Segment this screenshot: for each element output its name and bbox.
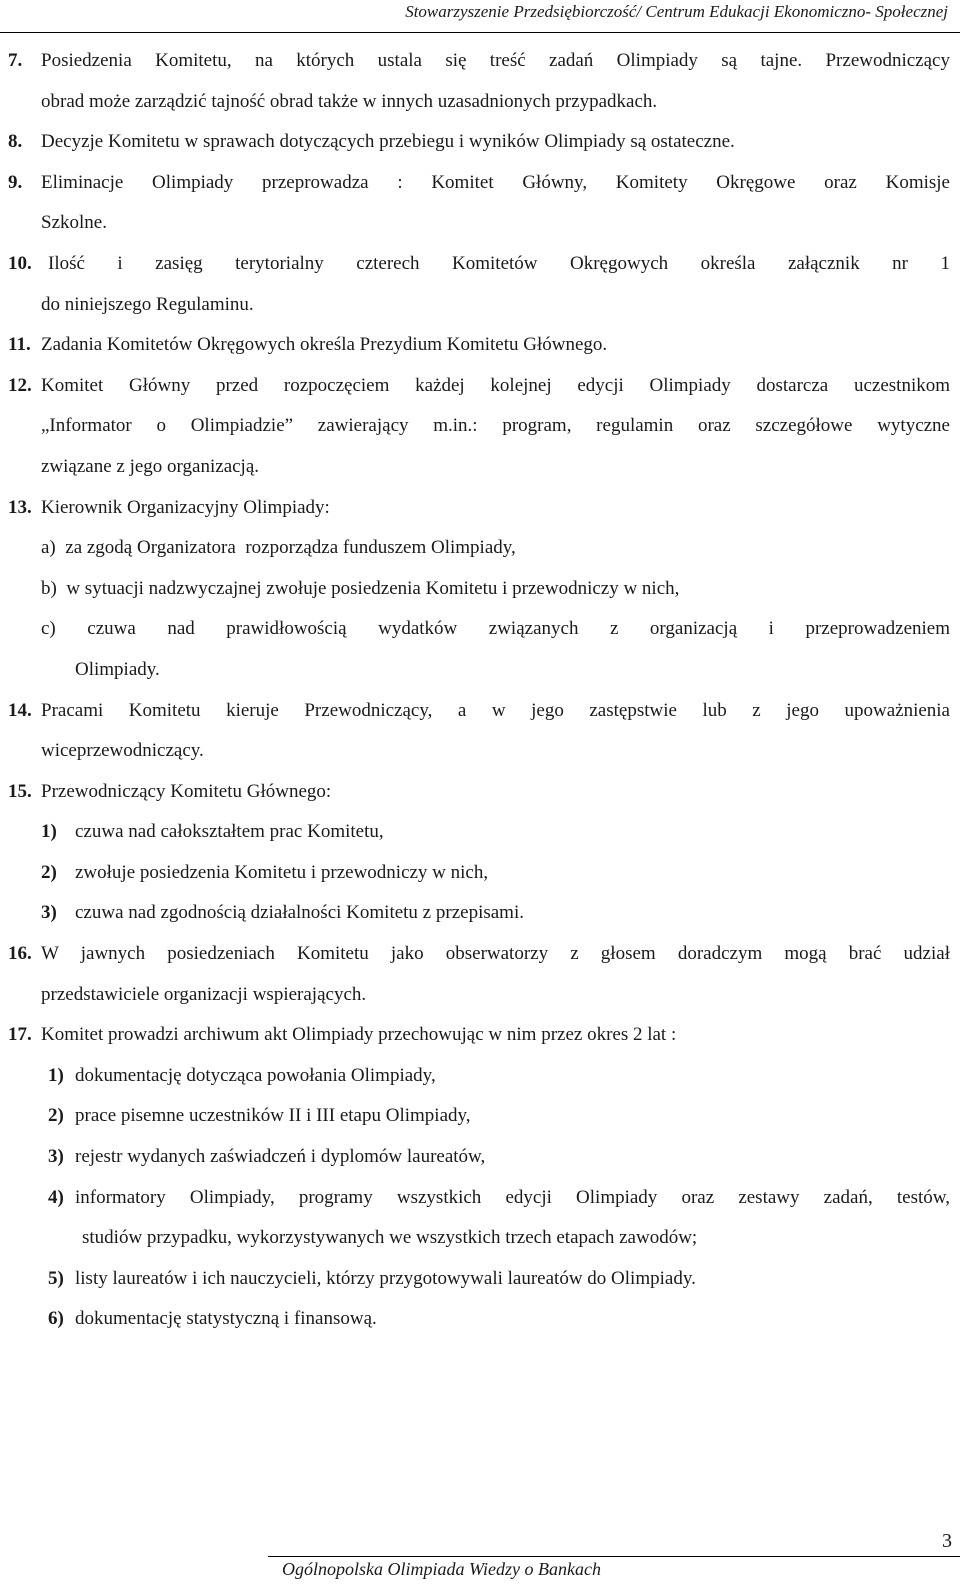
line-text: listy laureatów i ich nauczycieli, którzy przygotowywali laureatów do Olimpiady. xyxy=(75,1267,696,1289)
text-line xyxy=(0,44,960,85)
text-line xyxy=(0,288,960,329)
text-line xyxy=(0,1018,960,1059)
text-line xyxy=(0,166,960,207)
line-text: czuwa nad zgodnością działalności Komitetu z przepisami. xyxy=(75,902,524,924)
line-text: Olimpiady. xyxy=(75,658,160,680)
line-text: Eliminacje Olimpiady przeprowadza : Komitet Główny, Komitety Okręgowe oraz Komisje xyxy=(41,171,950,193)
item-number: 5) xyxy=(48,1267,64,1289)
item-number: 2) xyxy=(48,1105,64,1127)
line-text: rejestr wydanych zaświadczeń i dyplomów laureatów, xyxy=(75,1146,486,1168)
item-number: 3) xyxy=(48,1146,64,1168)
line-text: Szkolne. xyxy=(41,212,107,234)
item-number: 14. xyxy=(8,699,32,721)
line-text: prace pisemne uczestników II i III etapu Olimpiady, xyxy=(75,1105,471,1127)
line-text: Komitet Główny przed rozpoczęciem każdej kolejnej edycji Olimpiady dostarcza uczestnikom xyxy=(41,374,950,396)
item-number: 8. xyxy=(8,131,23,153)
item-number: 10. xyxy=(8,252,32,274)
item-number: 4) xyxy=(48,1186,64,1208)
header-text: Stowarzyszenie Przedsiębiorczość/ Centrum Edukacji Ekonomiczno- Społecznej xyxy=(405,2,948,21)
item-number: 2) xyxy=(41,861,57,883)
line-text: Kierownik Organizacyjny Olimpiady: xyxy=(41,496,330,518)
page-number: 3 xyxy=(942,1530,952,1552)
item-number: 1) xyxy=(41,821,57,843)
text-line xyxy=(0,734,960,775)
text-line xyxy=(0,937,960,978)
line-text: przedstawiciele organizacji wspierających. xyxy=(41,983,367,1005)
line-text: Zadania Komitetów Okręgowych określa Prezydium Komitetu Głównego. xyxy=(41,334,608,356)
text-line xyxy=(0,1302,960,1343)
text-line xyxy=(0,409,960,450)
text-line xyxy=(0,328,960,369)
line-text: Ilość i zasięg terytorialny czterech Komitetów Okręgowych określa załącznik nr 1 xyxy=(48,252,950,274)
line-text: dokumentację dotycząca powołania Olimpiady, xyxy=(75,1064,436,1086)
page-header xyxy=(0,0,960,33)
line-text: informatory Olimpiady, programy wszystkich edycji Olimpiady oraz zestawy zadań, testów, xyxy=(75,1186,950,1208)
line-text: do niniejszego Regulaminu. xyxy=(41,293,254,315)
text-line xyxy=(0,1140,960,1181)
item-number: 12. xyxy=(8,374,32,396)
item-number: 13. xyxy=(8,496,32,518)
text-line xyxy=(0,1099,960,1140)
item-number: 11. xyxy=(8,334,31,356)
text-line xyxy=(0,247,960,288)
text-line xyxy=(0,206,960,247)
text-line xyxy=(0,1262,960,1303)
line-text: Decyzje Komitetu w sprawach dotyczących przebiegu i wyników Olimpiady są ostateczne. xyxy=(41,131,735,153)
line-text: czuwa nad całokształtem prac Komitetu, xyxy=(75,821,384,843)
line-text: a) za zgodą Organizatora rozporządza funduszem Olimpiady, xyxy=(41,537,516,559)
line-text: c) czuwa nad prawidłowością wydatków związanych z organizacją i przeprowadzeniem xyxy=(41,618,950,640)
line-text: Posiedzenia Komitetu, na których ustala się treść zadań Olimpiady są tajne. Przewodniczący xyxy=(41,50,950,71)
line-text: związane z jego organizacją. xyxy=(41,455,260,477)
text-line xyxy=(0,531,960,572)
line-text: Pracami Komitetu kieruje Przewodniczący, a w jego zastępstwie lub z jego upoważnienia xyxy=(41,699,950,721)
text-line xyxy=(0,572,960,613)
text-line xyxy=(0,85,960,126)
text-line xyxy=(0,896,960,937)
line-text: „Informator o Olimpiadzie” zawierający m.in.: program, regulamin oraz szczegółowe wytyczne xyxy=(41,415,950,437)
line-text: b) w sytuacji nadzwyczajnej zwołuje posiedzenia Komitetu i przewodniczy w nich, xyxy=(41,577,680,599)
line-text: W jawnych posiedzeniach Komitetu jako obserwatorzy z głosem doradczym mogą brać udział xyxy=(41,943,950,965)
text-line xyxy=(0,491,960,532)
text-line xyxy=(0,815,960,856)
text-line xyxy=(0,978,960,1019)
text-line xyxy=(0,612,960,653)
line-text: dokumentację statystyczną i finansową. xyxy=(75,1308,377,1330)
text-line xyxy=(0,856,960,897)
text-line xyxy=(0,694,960,735)
item-number: 17. xyxy=(8,1024,32,1046)
line-text: studiów przypadku, wykorzystywanych we wszystkich trzech etapach zawodów; xyxy=(82,1227,698,1249)
text-line xyxy=(0,1221,960,1262)
footer-text: Ogólnopolska Olimpiada Wiedzy o Bankach xyxy=(282,1559,601,1579)
item-number: 3) xyxy=(41,902,57,924)
item-number: 1) xyxy=(48,1064,64,1086)
item-number: 9. xyxy=(8,171,23,193)
text-line xyxy=(0,369,960,410)
text-line xyxy=(0,1181,960,1222)
item-number: 15. xyxy=(8,780,32,802)
item-number: 16. xyxy=(8,943,32,965)
text-line xyxy=(0,775,960,816)
item-number: 7. xyxy=(8,50,23,71)
line-text: wiceprzewodniczący. xyxy=(41,740,204,762)
line-text: Komitet prowadzi archiwum akt Olimpiady przechowując w nim przez okres 2 lat : xyxy=(41,1024,677,1046)
item-number: 6) xyxy=(48,1308,64,1330)
document-body xyxy=(0,44,960,1343)
text-line xyxy=(0,125,960,166)
line-text: Przewodniczący Komitetu Głównego: xyxy=(41,780,332,802)
text-line xyxy=(0,653,960,694)
text-line xyxy=(0,1059,960,1100)
text-line xyxy=(0,450,960,491)
line-text: zwołuje posiedzenia Komitetu i przewodniczy w nich, xyxy=(75,861,489,883)
line-text: obrad może zarządzić tajność obrad także w innych uzasadnionych przypadkach. xyxy=(41,90,658,112)
